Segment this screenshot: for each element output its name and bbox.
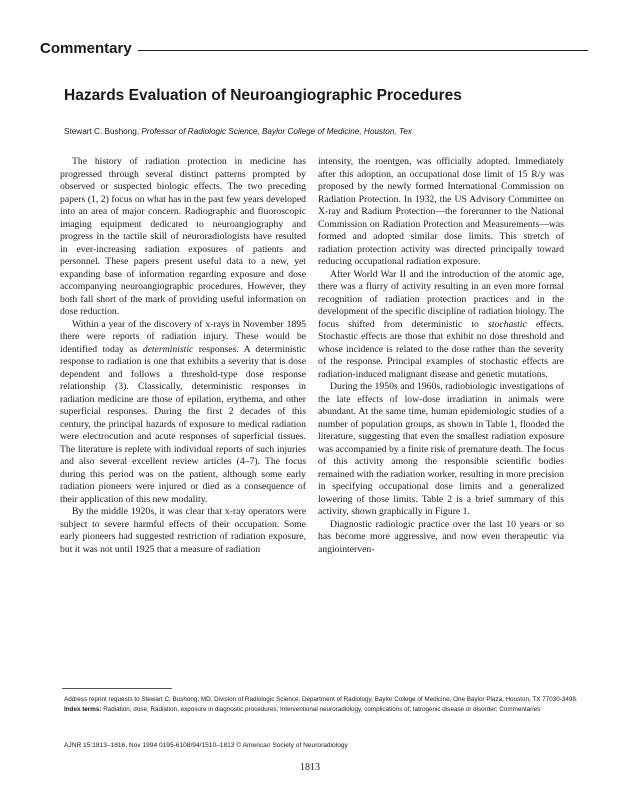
page-number: 1813: [300, 762, 320, 773]
journal-citation: AJNR 15:1813–1816, Nov 1994 0195-6108/94/1510–1813 © American Society of Neuroradiology: [64, 742, 348, 749]
author-affiliation: Professor of Radiologic Science, Baylor College of Medicine, Houston, Tex: [141, 127, 412, 136]
emphasis: deterministic: [142, 343, 194, 355]
reprint-address: Address reprint requests to Stewart C. Bushong, MD, Division of Radiologic Science, Department of Radiology, Baylor College of Medicine, One Baylor Plaza, Houston, TX 77030-3498.: [64, 696, 578, 703]
paragraph: intensity, the roentgen, was officially adopted. Immediately after this adoption, an occupational dose limit of 15 R/y was proposed by the newly formed International Commission on Radiation Protection. In 1932, the US Advisory Committee on X-ray and Radium Protection—the forerunner to the National Commission on Radiation Protection and Measurements—was formed and adopted similar dose limits. This stretch of radiation protection activity was directed principally toward reducing occupational radiation exposure.: [318, 156, 564, 267]
section-header: [40, 40, 588, 57]
article-title: Hazards Evaluation of Neuroangiographic Procedures: [64, 87, 462, 104]
paragraph: Diagnostic radiologic practice over the last 10 years or so has become more aggressive, and now even therapeutic via angiointerven-: [318, 518, 564, 555]
author-name: Stewart C. Bushong,: [64, 127, 140, 136]
author-line: [64, 127, 412, 136]
section-label: Commentary: [40, 40, 132, 57]
paragraph: After World War II and the introduction of the atomic age, there was a flurry of activity resulting in an even more formal recognition of radiation protection practices and in the development of the specific discipline of radiation biology. The focus shifted from deterministic to stochastic effects. Stochastic effects are those that exhibit no dose threshold and whose incidence is related to the dose rather than the severity of the response. Principal examples of stochastic effects are radiation-induced malignant disease and genetic mutations.: [318, 268, 565, 380]
body-column-right: [318, 156, 564, 556]
index-terms-label: Index terms:: [64, 706, 102, 713]
footnotes: [64, 695, 584, 715]
paragraph: Within a year of the discovery of x-rays in November 1895 there were reports of radiation injury. These would be identified today as deterministic responses. A deterministic response to radiation is one that exhibits a severity that is dose dependent and follows a threshold-type dose response relationship (3). Classically, deterministic responses in radiation medicine are those of epilation, erythema, and other superficial responses. During the first 2 decades of this century, the principal hazards of exposure to medical radiation were electrocution and acute responses of superficial tissues. The literature is replete with individual reports of such injuries and also several excellent review articles (4–7). The focus during this period was on the patient, although some early radiation pioneers were injured or died as a consequence of their application of this new modality.: [60, 318, 306, 505]
footnote-rule: [62, 688, 172, 689]
emphasis: stochastic: [488, 318, 527, 330]
paragraph: The history of radiation protection in medicine has progressed through several distinct patterns prompted by observed or suspected biologic effects. The two preceding papers (1, 2) focus on what has in the past few years developed into an area of major concern. Radiographic and fluoroscopic imaging equipment dedicated to neuroangiography and progress in the tactile skill of neuroradiologists have resulted in ever-increasing radiation exposures of patients and personnel. These papers present useful data to a new, yet expanding base of information regarding exposure and dose accompanying neuroangiographic procedures. However, they both fall short of the mark of providing useful information on dose reduction.: [60, 156, 306, 317]
section-rule: [138, 50, 588, 51]
paragraph: During the 1950s and 1960s, radiobiologic investigations of the late effects of low-dose irradiation in animals were abundant. At the same time, human epidemiologic studies of a number of population groups, as shown in Table 1, flooded the literature, suggesting that even the smallest radiation exposure was accompanied by a finite risk of premature death. The focus of this activity among the responsible scientific bodies remained with the radiation worker, resulting in more precision in specifying occupational dose limits and a generalized lowering of those limits. Table 2 is a brief summary of this activity, shown graphically in Figure 1.: [318, 381, 564, 517]
index-terms-text: Radiation, dose; Radiation, exposure in diagnostic procedures; Interventional neuroradiology, complications of; Iatrogenic disease or disorder; Commentaries: [103, 706, 541, 713]
body-column-left: [60, 156, 306, 556]
paragraph: By the middle 1920s, it was clear that x-ray operators were subject to severe harmful effects of their occupation. Some early pioneers had suggested restriction of radiation exposure, but it was not until 1925 that a measure of radiation: [60, 506, 306, 555]
index-terms: [64, 705, 584, 714]
